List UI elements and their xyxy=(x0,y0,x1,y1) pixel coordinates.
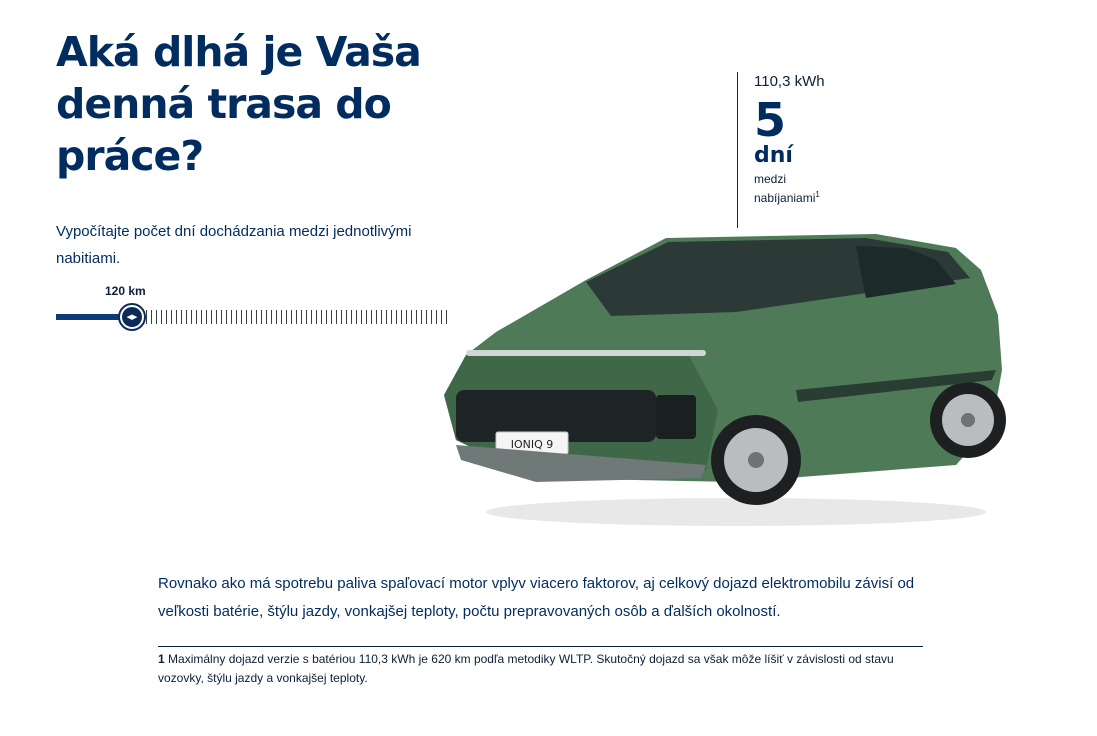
slider-value-label: 120 km xyxy=(105,284,146,298)
rear-wheel-hub xyxy=(961,413,975,427)
footnote-ref: 1 xyxy=(815,190,820,199)
days-label-line1: medzi xyxy=(754,172,787,186)
range-disclaimer: Rovnako ako má spotrebu paliva spaľovací motor vplyv viacero faktorov, aj celkový dojazd elektromobilu závisí od veľkosti batérie, štýlu jazdy, vonkajšej teploty, počtu prepravovaných osôb a ďalších okolností. xyxy=(158,575,915,620)
footnote-number: 1 xyxy=(158,652,165,666)
car-light-bar xyxy=(466,350,706,356)
footnote xyxy=(158,650,898,688)
days-label-line2: nabíjaniami xyxy=(754,191,816,205)
slider-fill xyxy=(56,314,126,320)
car-shadow xyxy=(486,498,986,526)
slider-handle[interactable] xyxy=(118,303,146,331)
days-unit: dní xyxy=(754,143,793,168)
footnote-divider xyxy=(158,646,923,647)
distance-slider[interactable] xyxy=(56,284,448,336)
battery-capacity: 110,3 kWh xyxy=(754,73,825,90)
days-label xyxy=(754,171,877,206)
slider-track-ticks[interactable] xyxy=(146,310,448,324)
intro-text: Vypočítajte počet dní dochádzania medzi jednotlivými nabitiami. xyxy=(56,223,412,267)
days-count: 5 xyxy=(754,93,787,147)
front-wheel-hub xyxy=(748,452,764,468)
car-image xyxy=(436,220,1016,530)
page-title: Aká dlhá je Vaša denná trasa do práce? xyxy=(56,28,421,180)
left-right-arrows-icon: ◀▶ xyxy=(122,307,142,327)
footnote-text: Maximálny dojazd verzie s batériou 110,3 kWh je 620 km podľa metodiky WLTP. Skutočný dojazd sa však môže líšiť v závislosti od stavu vozovky, štýlu jazdy a vonkajšej teploty. xyxy=(158,652,894,685)
car-headlight-block xyxy=(656,395,696,439)
car-plate-text: IONIQ 9 xyxy=(510,438,554,451)
charging-stat xyxy=(737,72,877,228)
